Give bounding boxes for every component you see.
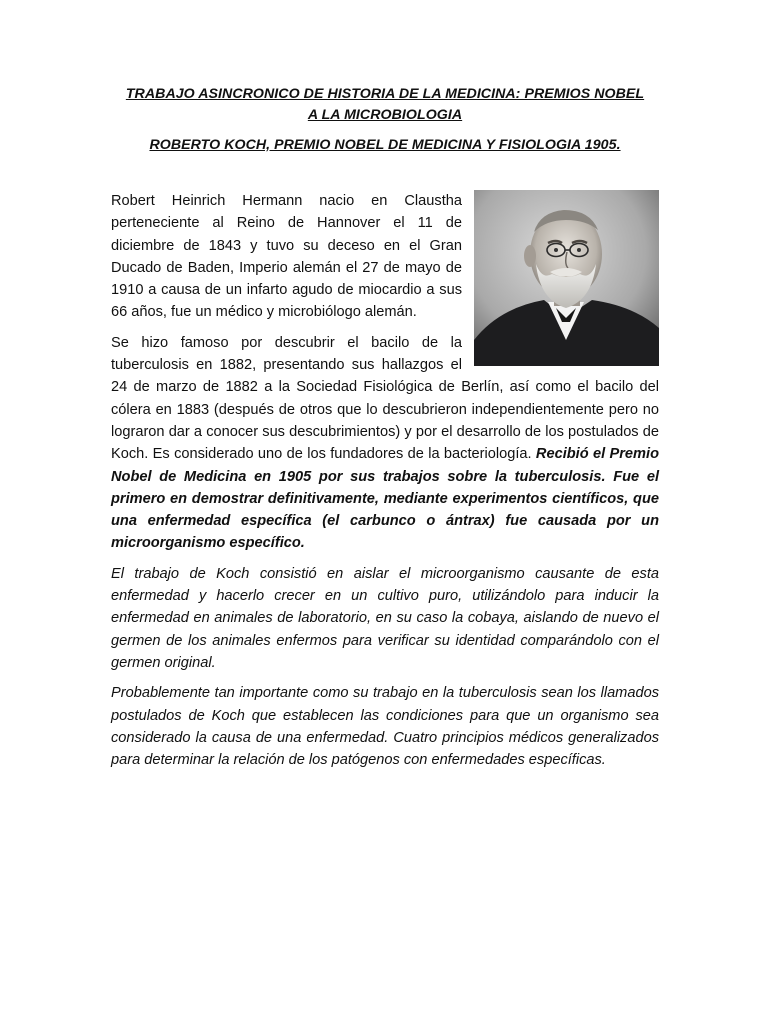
paragraph-koch-postulates: Probablemente tan importante como su trabajo en la tuberculosis sean los llamados postulados de Koch que establecen las condiciones para que un organismo sea considerado la causa de una enfermedad. Cuatro principios médicos generalizados para determinar la relación de los patógenos con enfermedades específicas. [111, 685, 659, 769]
document-page [111, 84, 659, 779]
portrait-photo-icon [474, 190, 659, 366]
discoveries-text: Se hizo famoso por descubrir el bacilo de la tuberculosis en 1882, presentando sus hallazgos el 24 de marzo de 1882 a la Sociedad Fisiológica de Berlín, así como el bacilo del cólera en 1883 (después de otros que lo descubrieron independientemente pero no lograron dar a conocer sus descubrimientos) y por el desarrollo de los postulados de Koch. Es considerado uno de los fundadores de la bacteriología. [111, 334, 659, 463]
document-subtitle: ROBERTO KOCH, PREMIO NOBEL DE MEDICINA Y FISIOLOGIA 1905. [149, 137, 621, 153]
paragraph-biography: Robert Heinrich Hermann nacio en Claustha perteneciente al Reino de Hannover el 11 de diciembre de 1843 y tuvo su deceso en el Gran Ducado de Baden, Imperio alemán el 27 de mayo de 1910 a causa de un infarto agudo de miocardio a sus 66 años, fue un médico y microbiólogo alemán. [111, 193, 462, 321]
paragraph-koch-work: El trabajo de Koch consistió en aislar el microorganismo causante de esta enfermedad y hacerlo crecer en un cultivo puro, utilizándolo para inducir la enfermedad en animales de laboratorio, en su caso la cobaya, aislando de nuevo el germen de los animales enfermos para verificar su identidad comparándolo con el germen original. [111, 565, 659, 671]
title-line-2: A LA MICROBIOLOGIA [307, 107, 463, 123]
document-body [111, 190, 659, 771]
document-title [111, 84, 659, 126]
title-line-1: TRABAJO ASINCRONICO DE HISTORIA DE LA MEDICINA: PREMIOS NOBEL [125, 86, 645, 102]
nobel-emphasis: Recibió el Premio Nobel de Medicina en 1905 por sus trabajos sobre la tuberculosis. Fue el primero en demostrar definitivamente, mediante experimentos científicos, que una enfermedad específica (el carbunco o ántrax) fue causada por un microorganismo específico. [111, 446, 659, 552]
